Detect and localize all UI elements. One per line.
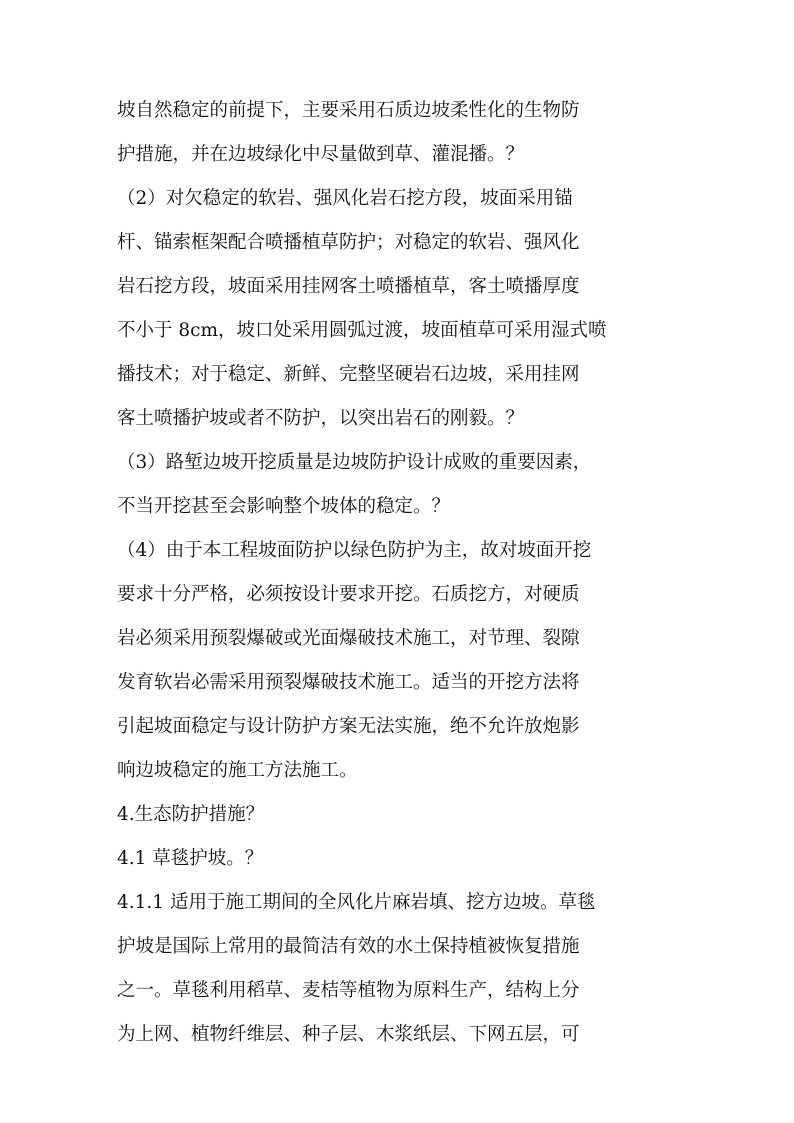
text-line: 不当开挖甚至会影响整个坡体的稳定。？ xyxy=(117,496,451,517)
text-line: 护坡是国际上常用的最简洁有效的水土保持植被恢复措施 xyxy=(117,936,580,957)
section-heading: 4.生态防护措施？ xyxy=(117,804,265,825)
text-line: 岩必须采用预裂爆破或光面爆破技术施工，对节理、裂隙 xyxy=(117,628,580,649)
text-line: 为上网、植物纤维层、种子层、木浆纸层、下网五层，可 xyxy=(117,1024,580,1045)
text-line: 响边坡稳定的施工方法施工。 xyxy=(117,760,358,781)
text-line: （3）路堑边坡开挖质量是边坡防护设计成败的重要因素， xyxy=(117,452,592,473)
text-line: 不小于 8cm，坡口处采用圆弧过渡，坡面植草可采用湿式喷 xyxy=(117,320,607,341)
text-line: 客土喷播护坡或者不防护，以突出岩石的刚毅。？ xyxy=(117,408,525,429)
text-line: （2）对欠稳定的软岩、强风化岩石挖方段，坡面采用锚 xyxy=(117,188,573,209)
text-line: 4.1.1 适用于施工期间的全风化片麻岩填、挖方边坡。草毯 xyxy=(117,892,596,913)
text-line: （4）由于本工程坡面防护以绿色防护为主，故对坡面开挖 xyxy=(117,540,592,561)
text-line: 护措施，并在边坡绿化中尽量做到草、灌混播。？ xyxy=(117,144,525,165)
subsection-heading: 4.1 草毯护坡。？ xyxy=(117,848,264,869)
text-line: 要求十分严格，必须按设计要求开挖。石质挖方，对硬质 xyxy=(117,584,580,605)
text-line: 杆、锚索框架配合喷播植草防护；对稳定的软岩、强风化 xyxy=(117,232,580,253)
text-line: 岩石挖方段，坡面采用挂网客土喷播植草，客土喷播厚度 xyxy=(117,276,580,297)
text-line: 发育软岩必需采用预裂爆破技术施工。适当的开挖方法将 xyxy=(117,672,580,693)
text-line: 坡自然稳定的前提下，主要采用石质边坡柔性化的生物防 xyxy=(117,100,580,121)
text-line: 之一。草毯利用稻草、麦桔等植物为原料生产，结构上分 xyxy=(117,980,580,1001)
text-line: 引起坡面稳定与设计防护方案无法实施，绝不允许放炮影 xyxy=(117,716,580,737)
text-line: 播技术；对于稳定、新鲜、完整坚硬岩石边坡，采用挂网 xyxy=(117,364,580,385)
